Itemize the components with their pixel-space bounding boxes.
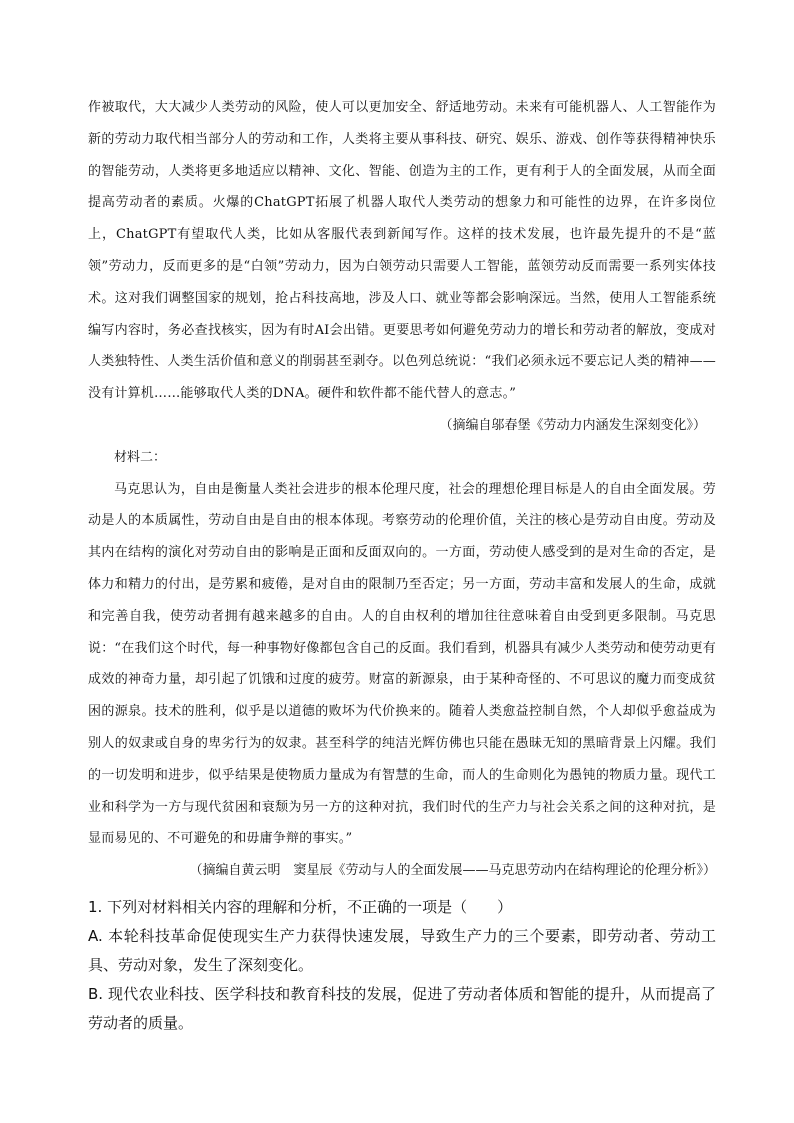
material1-paragraph: 作被取代，大大减少人类劳动的风险，使人可以更加安全、舒适地劳动。未来有可能机器人、人工智能作为新的劳动力取代相当部分人的劳动和工作，人类将主要从事科技、研究、娱乐、游戏、创作等获得精神快乐的智能劳动，人类将更多地适应以精神、文化、智能、创造为主的工作，更有利于人的全面发展，从而全面提高劳动者的素质。火爆的ChatGPT拓展了机器人取代人类劳动的想象力和可能性的边界，在许多岗位上，ChatGPT有望取代人类，比如从客服代表到新闻写作。这样的技术发展，也许最先提升的不是“蓝领”劳动力，反而更多的是“白领”劳动力，因为白领劳动只需要人工智能，蓝领劳动反而需要一系列实体技术。这对我们调整国家的规划，抢占科技高地，涉及人口、就业等都会影响深远。当然，使用人工智能系统编写内容时，务必查找核实，因为有时AI会出错。更要思考如何避免劳动力的增长和劳动者的解放，变成对人类独特性、人类生活价值和意义的削弱甚至剥夺。以色列总统说：“我们必须永远不要忘记人类的精神——没有计算机……能够取代人类的DNA。硬件和软件都不能代替人的意志。” <box>88 100 716 402</box>
question1-stem: 1. 下列对材料相关内容的理解和分析，不正确的一项是（ ） <box>88 897 513 916</box>
material2-paragraph: 马克思认为，自由是衡量人类社会进步的根本伦理尺度，社会的理想伦理目标是人的自由全面发展。劳动是人的本质属性，劳动自由是自由的根本体现。考察劳动的伦理价值，关注的核心是劳动自由度。劳动及其内在结构的演化对劳动自由的影响是正面和反面双向的。一方面，劳动使人感受到的是对生命的否定，是体力和精力的付出，是劳累和疲倦，是对自由的限制乃至否定；另一方面，劳动丰富和发展人的生命，成就和完善自我，使劳动者拥有越来越多的自由。人的自由权利的增加往往意味着自由受到更多限制。马克思说：“在我们这个时代，每一种事物好像都包含自己的反面。我们看到，机器具有减少人类劳动和使劳动更有成效的神奇力量，却引起了饥饿和过度的疲劳。财富的新源泉，由于某种奇怪的、不可思议的魔力而变成贫困的源泉。技术的胜利，似乎是以道德的败坏为代价换来的。随着人类愈益控制自然，个人却似乎愈益成为别人的奴隶或自身的卑劣行为的奴隶。甚至科学的纯洁光辉仿佛也只能在愚昧无知的黑暗背景上闪耀。我们的一切发明和进步，似乎结果是使物质力量成为有智慧的生命，而人的生命则化为愚钝的物质力量。现代工业和科学为一方与现代贫困和衰颓为另一方的这种对抗，我们时代的生产力与社会关系之间的这种对抗，是显而易见的、不可避免的和毋庸争辩的事实。” <box>88 481 716 847</box>
question1-option-a: A. 本轮科技革命促使现实生产力获得快速发展，导致生产力的三个要素，即劳动者、劳动工具、劳动对象，发生了深刻变化。 <box>88 926 716 974</box>
document-page <box>88 92 716 1038</box>
material2-label: 材料二： <box>114 449 167 465</box>
question1-option-b: B. 现代农业科技、医学科技和教育科技的发展，促进了劳动者体质和智能的提升，从而提高了劳动者的质量。 <box>88 984 716 1032</box>
material1-source: （摘编自邬春堡《劳动力内涵发生深刻变化》） <box>439 417 706 433</box>
material2-source: （摘编自黄云明 窦星辰《劳动与人的全面发展——马克思劳动内在结构理论的伦理分析》） <box>189 863 716 879</box>
